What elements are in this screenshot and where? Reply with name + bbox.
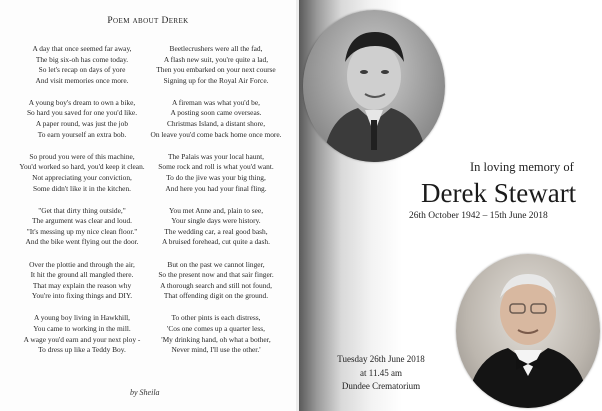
poem-line: A thorough search and still not found, xyxy=(160,280,272,290)
poem-line: That offending digit on the ground. xyxy=(163,291,269,301)
poem-stanza xyxy=(16,44,148,86)
poem-line: You'd worked so hard, you'd keep it clean. xyxy=(19,162,145,172)
poem-line: And the bike went flying out the door. xyxy=(25,237,139,247)
poem-stanza xyxy=(150,98,282,140)
older-portrait-photo xyxy=(456,254,600,408)
poem-line: Beetlecrushers were all the fad, xyxy=(169,44,263,53)
poem-stanza xyxy=(150,206,282,248)
life-dates: 26th October 1942 – 15th June 2018 xyxy=(409,211,548,221)
poem-line: Then you embarked on your next course xyxy=(156,65,276,75)
poem-stanza xyxy=(16,260,148,302)
poem-line: A wage you'd earn and your next ploy - xyxy=(23,334,141,344)
poem-line: Some didn't like it in the kitchen. xyxy=(32,183,131,193)
poem-line: You're into fixing things and DIY. xyxy=(31,291,133,301)
older-portrait-illustration xyxy=(456,254,600,408)
poem-line: A day that once seemed far away, xyxy=(32,44,132,53)
service-details xyxy=(326,353,436,394)
poem-line: Over the plottie and through the air, xyxy=(29,259,135,269)
poem-line: A flash new suit, you're quite a lad, xyxy=(163,54,269,64)
poem-line: On leave you'd come back home once more. xyxy=(150,129,282,139)
poem-line: To other pints is each distress, xyxy=(171,313,261,323)
poem-line: The big six-oh has come today. xyxy=(35,54,129,64)
poem-line: So proud you were of this machine, xyxy=(29,151,135,161)
poem-line: It hit the ground all mangled there. xyxy=(30,270,134,280)
poem-line: To dress up like a Teddy Boy. xyxy=(38,345,126,355)
poem-line: You came to working in the mill. xyxy=(33,323,131,333)
poem-line: 'My drinking hand, oh what a bother, xyxy=(161,334,271,344)
poem-line: So hard you saved for one you'd like. xyxy=(26,108,138,118)
poem-line: Christmas Island, a distant shore, xyxy=(166,119,266,129)
memorial-heading: In loving memory of xyxy=(470,160,574,174)
poem-stanza xyxy=(150,260,282,302)
poem-stanza xyxy=(150,44,282,86)
poem-stanza xyxy=(150,313,282,355)
poem-page xyxy=(0,0,296,411)
poem-stanza xyxy=(16,98,148,140)
poem-line: "It's messing up my nice clean floor." xyxy=(26,226,138,236)
poem-line: To do the jive was your big thing, xyxy=(166,172,266,182)
poem-line: A bruised forehead, cut quite a dash. xyxy=(162,237,270,247)
poem-stanza xyxy=(16,313,148,355)
service-time: at 11.45 am xyxy=(360,367,402,378)
poem-line: A fireman was what you'd be, xyxy=(172,97,260,107)
poem-line: So the present now and that sair finger. xyxy=(158,270,274,280)
poem-signature: by Sheila xyxy=(130,388,160,397)
poem-stanza xyxy=(150,152,282,194)
poem-left-column xyxy=(16,44,148,367)
service-venue: Dundee Crematorium xyxy=(341,381,421,391)
young-portrait-photo xyxy=(303,10,445,162)
poem-line: To earn yourself an extra bob. xyxy=(37,129,127,139)
poem-line: So let's recap on days of yore xyxy=(38,65,126,75)
poem-right-column xyxy=(150,44,282,367)
poem-line: Signing up for the Royal Air Force. xyxy=(163,75,269,85)
poem-line: The Palais was your local haunt, xyxy=(167,151,265,161)
poem-line: A posting soon came overseas. xyxy=(170,108,262,118)
poem-line: The wedding car, a real good bash, xyxy=(164,226,268,236)
poem-line: A young boy's dream to own a bike, xyxy=(28,97,136,107)
poem-line: Never mind, I'll use the other.' xyxy=(171,345,261,355)
young-portrait-illustration xyxy=(303,10,445,162)
poem-line: Some rock and roll is what you'd want. xyxy=(158,162,274,172)
poem-stanza xyxy=(16,152,148,194)
poem-line: "Get that dirty thing outside," xyxy=(38,205,126,215)
poem-line: A young boy living in Hawkhill, xyxy=(33,313,131,323)
poem-line: But on the past we cannot linger, xyxy=(167,259,265,269)
deceased-name: Derek Stewart xyxy=(421,178,577,208)
poem-title: Poem about Derek xyxy=(107,16,189,26)
poem-line: That may explain the reason why xyxy=(32,280,132,290)
poem-line: And visit memories once more. xyxy=(35,75,129,85)
service-date: Tuesday 26th June 2018 xyxy=(337,354,425,364)
poem-line: Your single days were history. xyxy=(171,216,261,226)
poem-line: 'Cos one comes up a quarter less, xyxy=(166,323,265,333)
poem-line: The argument was clear and loud. xyxy=(31,216,132,226)
poem-line: A paper round, was just the job xyxy=(35,119,129,129)
poem-line: Not appreciating your conviction, xyxy=(32,172,132,182)
poem-line: You met Anne and, plain to see, xyxy=(168,205,264,215)
poem-line: And here you had your final fling. xyxy=(165,183,267,193)
poem-stanza xyxy=(16,206,148,248)
